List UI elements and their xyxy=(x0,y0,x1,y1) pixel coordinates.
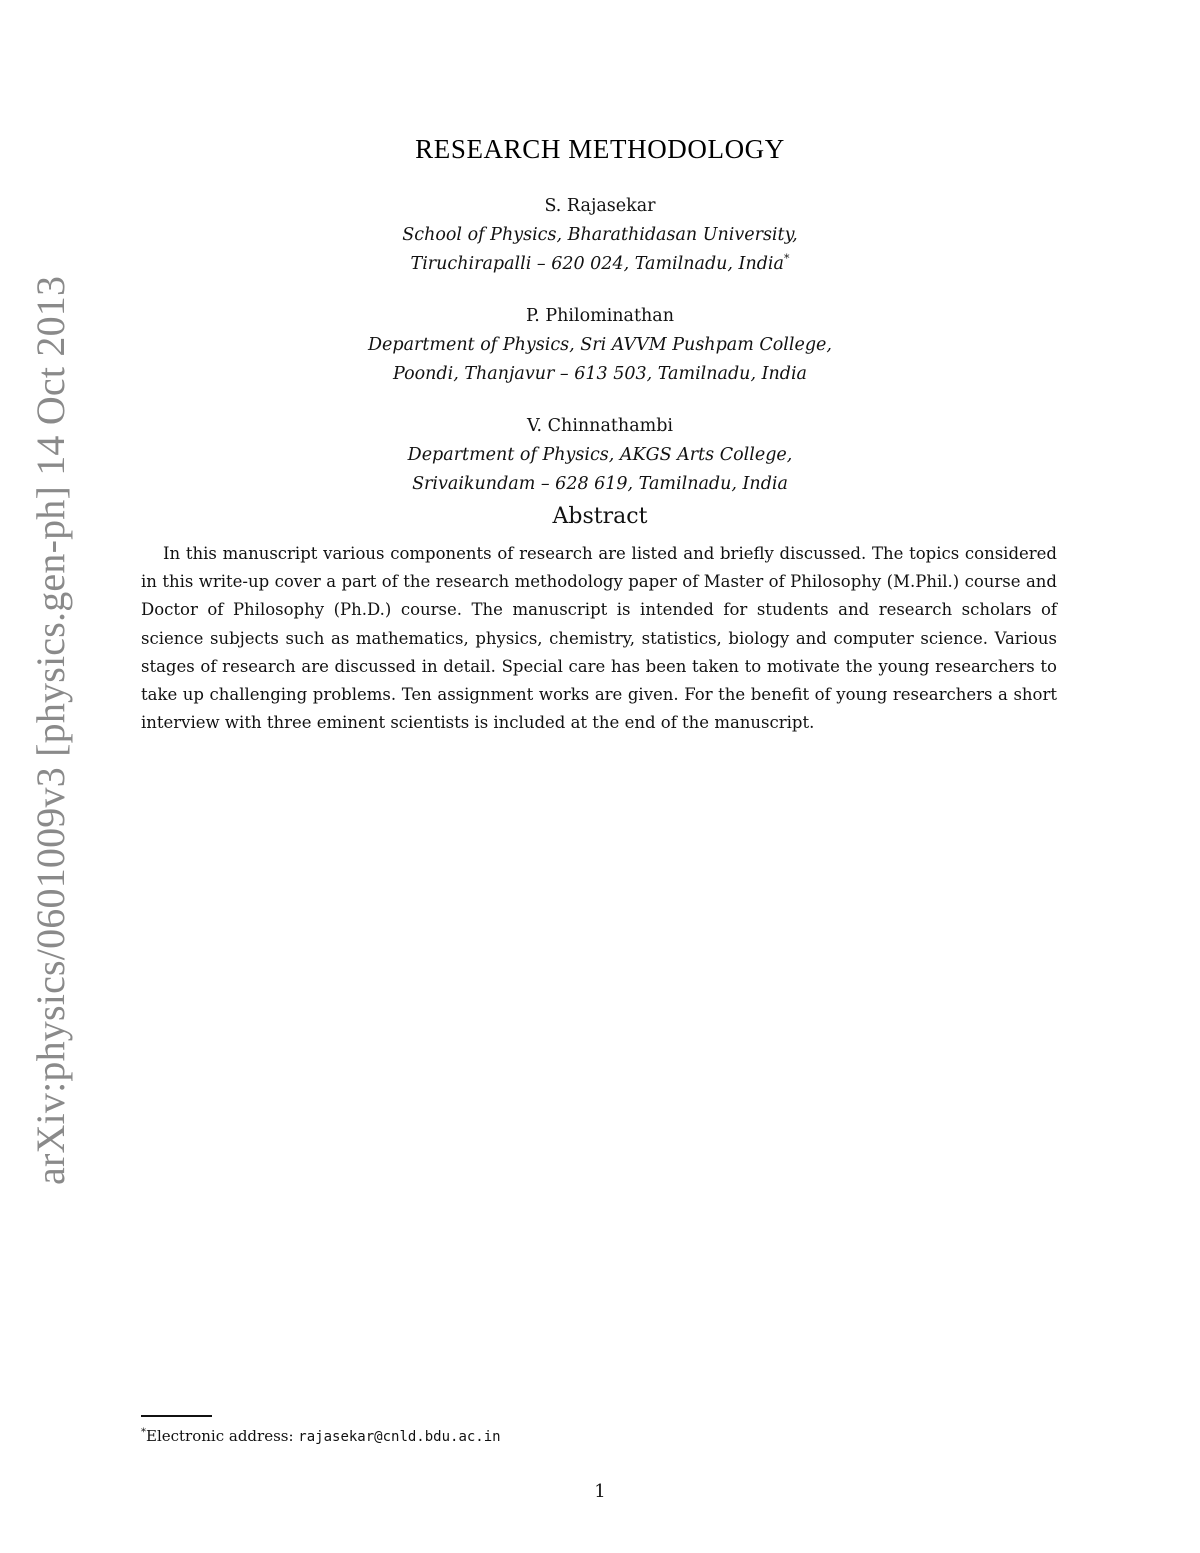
author-name: P. Philominathan xyxy=(525,306,675,326)
author-name: S. Rajasekar xyxy=(544,196,656,216)
affiliation-text: Tiruchirapalli – 620 024, Tamilnadu, India xyxy=(410,254,784,274)
abstract-text: In this manuscript various components of research are listed and briefly discussed. The topics considered in this write-up cover a part of the research methodology paper of Master of Philosophy (M.Phil.) course and Doctor of Philosophy (Ph.D.) course. The manuscript is intended for students and research scholars of science subjects such as mathematics, physics, chemistry, statistics, biology and computer science. Various stages of research are discussed in detail. Special care has been taken to motivate the young researchers to take up challenging problems. Ten assignment works are given. For the benefit of young researchers a short interview with three eminent scientists is included at the end of the manuscript. xyxy=(141,544,1057,733)
footnote-divider xyxy=(141,1415,212,1417)
affiliation-line: Department of Physics, Sri AVVM Pushpam College, xyxy=(368,335,832,355)
footnote xyxy=(141,1425,501,1448)
footnote-mark: * xyxy=(141,1427,146,1438)
affiliation-line: Poondi, Thanjavur – 613 503, Tamilnadu, India xyxy=(393,364,807,384)
affiliation-line: School of Physics, Bharathidasan University, xyxy=(402,225,798,245)
footnote-marker[interactable]: * xyxy=(783,252,790,266)
page-number: 1 xyxy=(594,1481,606,1502)
affiliation-line: Srivaikundam – 628 619, Tamilnadu, India xyxy=(412,474,788,494)
author-name: V. Chinnathambi xyxy=(526,416,674,436)
affiliation-line: Department of Physics, AKGS Arts College, xyxy=(407,445,793,465)
affiliation-line xyxy=(0,250,1200,279)
arxiv-identifier-stamp: arXiv:physics/0601009v3 [physics.gen-ph] 14 Oct 2013 xyxy=(28,275,73,1185)
author-block-rajasekar xyxy=(0,192,1200,279)
footnote-label: Electronic address: xyxy=(146,1427,299,1445)
author-block-philominathan xyxy=(0,302,1200,389)
abstract-heading: Abstract xyxy=(552,504,648,529)
author-block-chinnathambi xyxy=(0,412,1200,499)
paper-title: RESEARCH METHODOLOGY xyxy=(415,134,785,164)
footnote-email-link[interactable]: rajasekar@cnld.bdu.ac.in xyxy=(298,1429,501,1445)
